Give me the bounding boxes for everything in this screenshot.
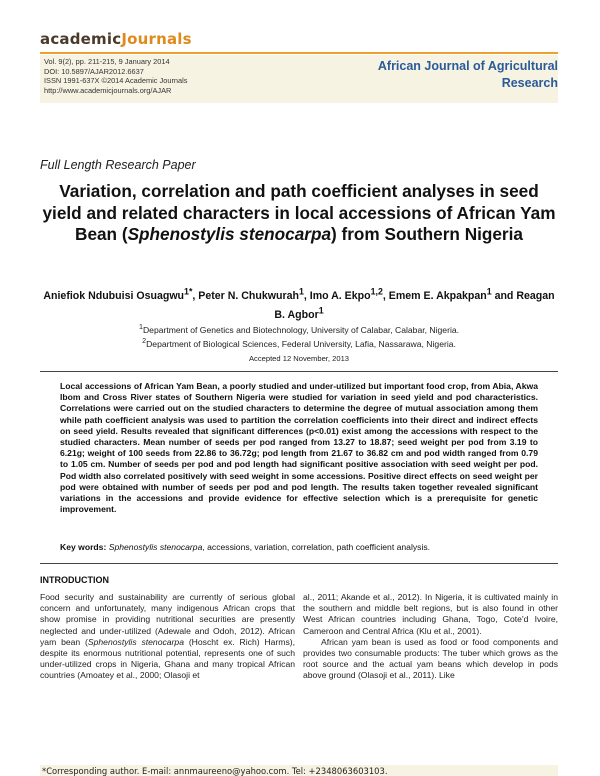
abstract-bottom-rule [40, 563, 558, 564]
author-list [40, 284, 558, 323]
section-heading-introduction: INTRODUCTION [40, 575, 109, 585]
journal-logo: academicJournals [40, 30, 192, 48]
keywords: Key words: Sphenostylis stenocarpa, accessions, variation, correlation, path coefficient analysis. [60, 542, 431, 552]
issn-line: ISSN 1991-637X ©2014 Academic Journals [44, 76, 188, 86]
paragraph: Food security and sustainability are currently of serious global concern and unfortunately, many indigenous African crops that show promise in providing nutritional securities are presently neglected and under-utilized (Adewale and Odoh, 2012). African yam bean (Sphenostylis stenocarpa (Hoscht ex. Rich) Harms), despite its enormous nutritional potential, represents one of such under-utilized crops in Nigeria, Ghana and many tropical African countries (Amoatey et al., 2000; Olasoji et [40, 592, 295, 681]
body-column-left [40, 592, 295, 682]
body-column-right [303, 592, 558, 682]
doi-line[interactable]: DOI: 10.5897/AJAR2012.6637 [44, 66, 144, 76]
affiliation: $^2$Department of Biological Sciences, Federal University, Lafia, Nassarawa, Nigeria. [142, 336, 456, 349]
author: Aniefiok Ndubuisi Osuagwu$^{1*}$, [43, 286, 199, 302]
affiliations [40, 322, 558, 350]
author: Imo A. Ekpo$^{1,2}$, [309, 286, 389, 302]
journal-url[interactable]: http://www.academicjournals.org/AJAR [44, 85, 172, 95]
paragraph: African yam bean is used as food or food components and provides two consumable products: The tuber which grows as the root source and the actual yam beans which develop in pods above ground (Olasoji et al., 2011). Like [303, 636, 558, 681]
paper-type: Full Length Research Paper [40, 158, 196, 172]
author: Emem E. Akpakpan$^1$ and [388, 286, 517, 302]
accepted-date: Accepted 12 November, 2013 [248, 354, 350, 363]
abstract: Local accessions of African Yam Bean, a poorly studied and under-utilized but important food crop, from Abia, Akwa Ibom and Cross River states of Southern Nigeria were studied for variation in seed yield and pod characteristics. Correlations were carried out on the studied characters to determine the degree of mutual association among them while path coefficient analysis was used to partition the correlation coefficients into their direct and indirect effects on seed yield. Results revealed that significant differences (p<0.01) exist among the accessions with respect to the studied characters. Mean number of seeds per pod ranged from 13.27 to 18.87; seed weight per pod from 3.19 to 6.21g; weight of 100 seeds from 22.86 to 36.72g; pod length from 21.67 to 36.82 cm and pod width ranged from 0.79 to 1.05 cm. Number of seeds per pod and pod length had significant positive association with seed weight per pod. Pod width also correlated positively with seed weight in some accessions. Positive direct effects on seed weight per pod were obtained with number of seeds per pod and pod length. The results taken together revealed significant variations in the accessions and provide evidence for effective selection which is a prerequisite for genetic improvement. [60, 381, 538, 515]
journal-name: African Journal of Agricultural Research [377, 59, 558, 90]
journal-meta [44, 57, 188, 95]
header-divider [40, 52, 558, 54]
paper-title: Variation, correlation and path coefficient analyses in seed yield and related characters in local accessions of African Yam Bean (Sphenostylis stenocarpa) from Southern Nigeria [42, 181, 556, 244]
paragraph: al., 2011; Akande et al., 2012). In Nigeria, it is cultivated mainly in the southern and middle belt regions, but is also found in other West African countries including Ghana, Togo, Cote'd Ivoire, Cameroon and Central Africa (Klu et al., 2001). [303, 592, 558, 636]
author: Reagan B. Agbor$^1$ [274, 289, 555, 322]
affiliation: $^1$Department of Genetics and Biotechnology, University of Calabar, Calabar, Nigeria. [138, 323, 460, 335]
volume-line: Vol. 9(2), pp. 211-215, 9 January 2014 [44, 57, 170, 66]
corresponding-author-footnote: *Corresponding author. E-mail: annmaureeno@yahoo.com. Tel: +2348063603103. [42, 766, 388, 776]
author: Peter N. Chukwurah$^1$, [198, 286, 310, 302]
abstract-top-rule [40, 371, 558, 372]
